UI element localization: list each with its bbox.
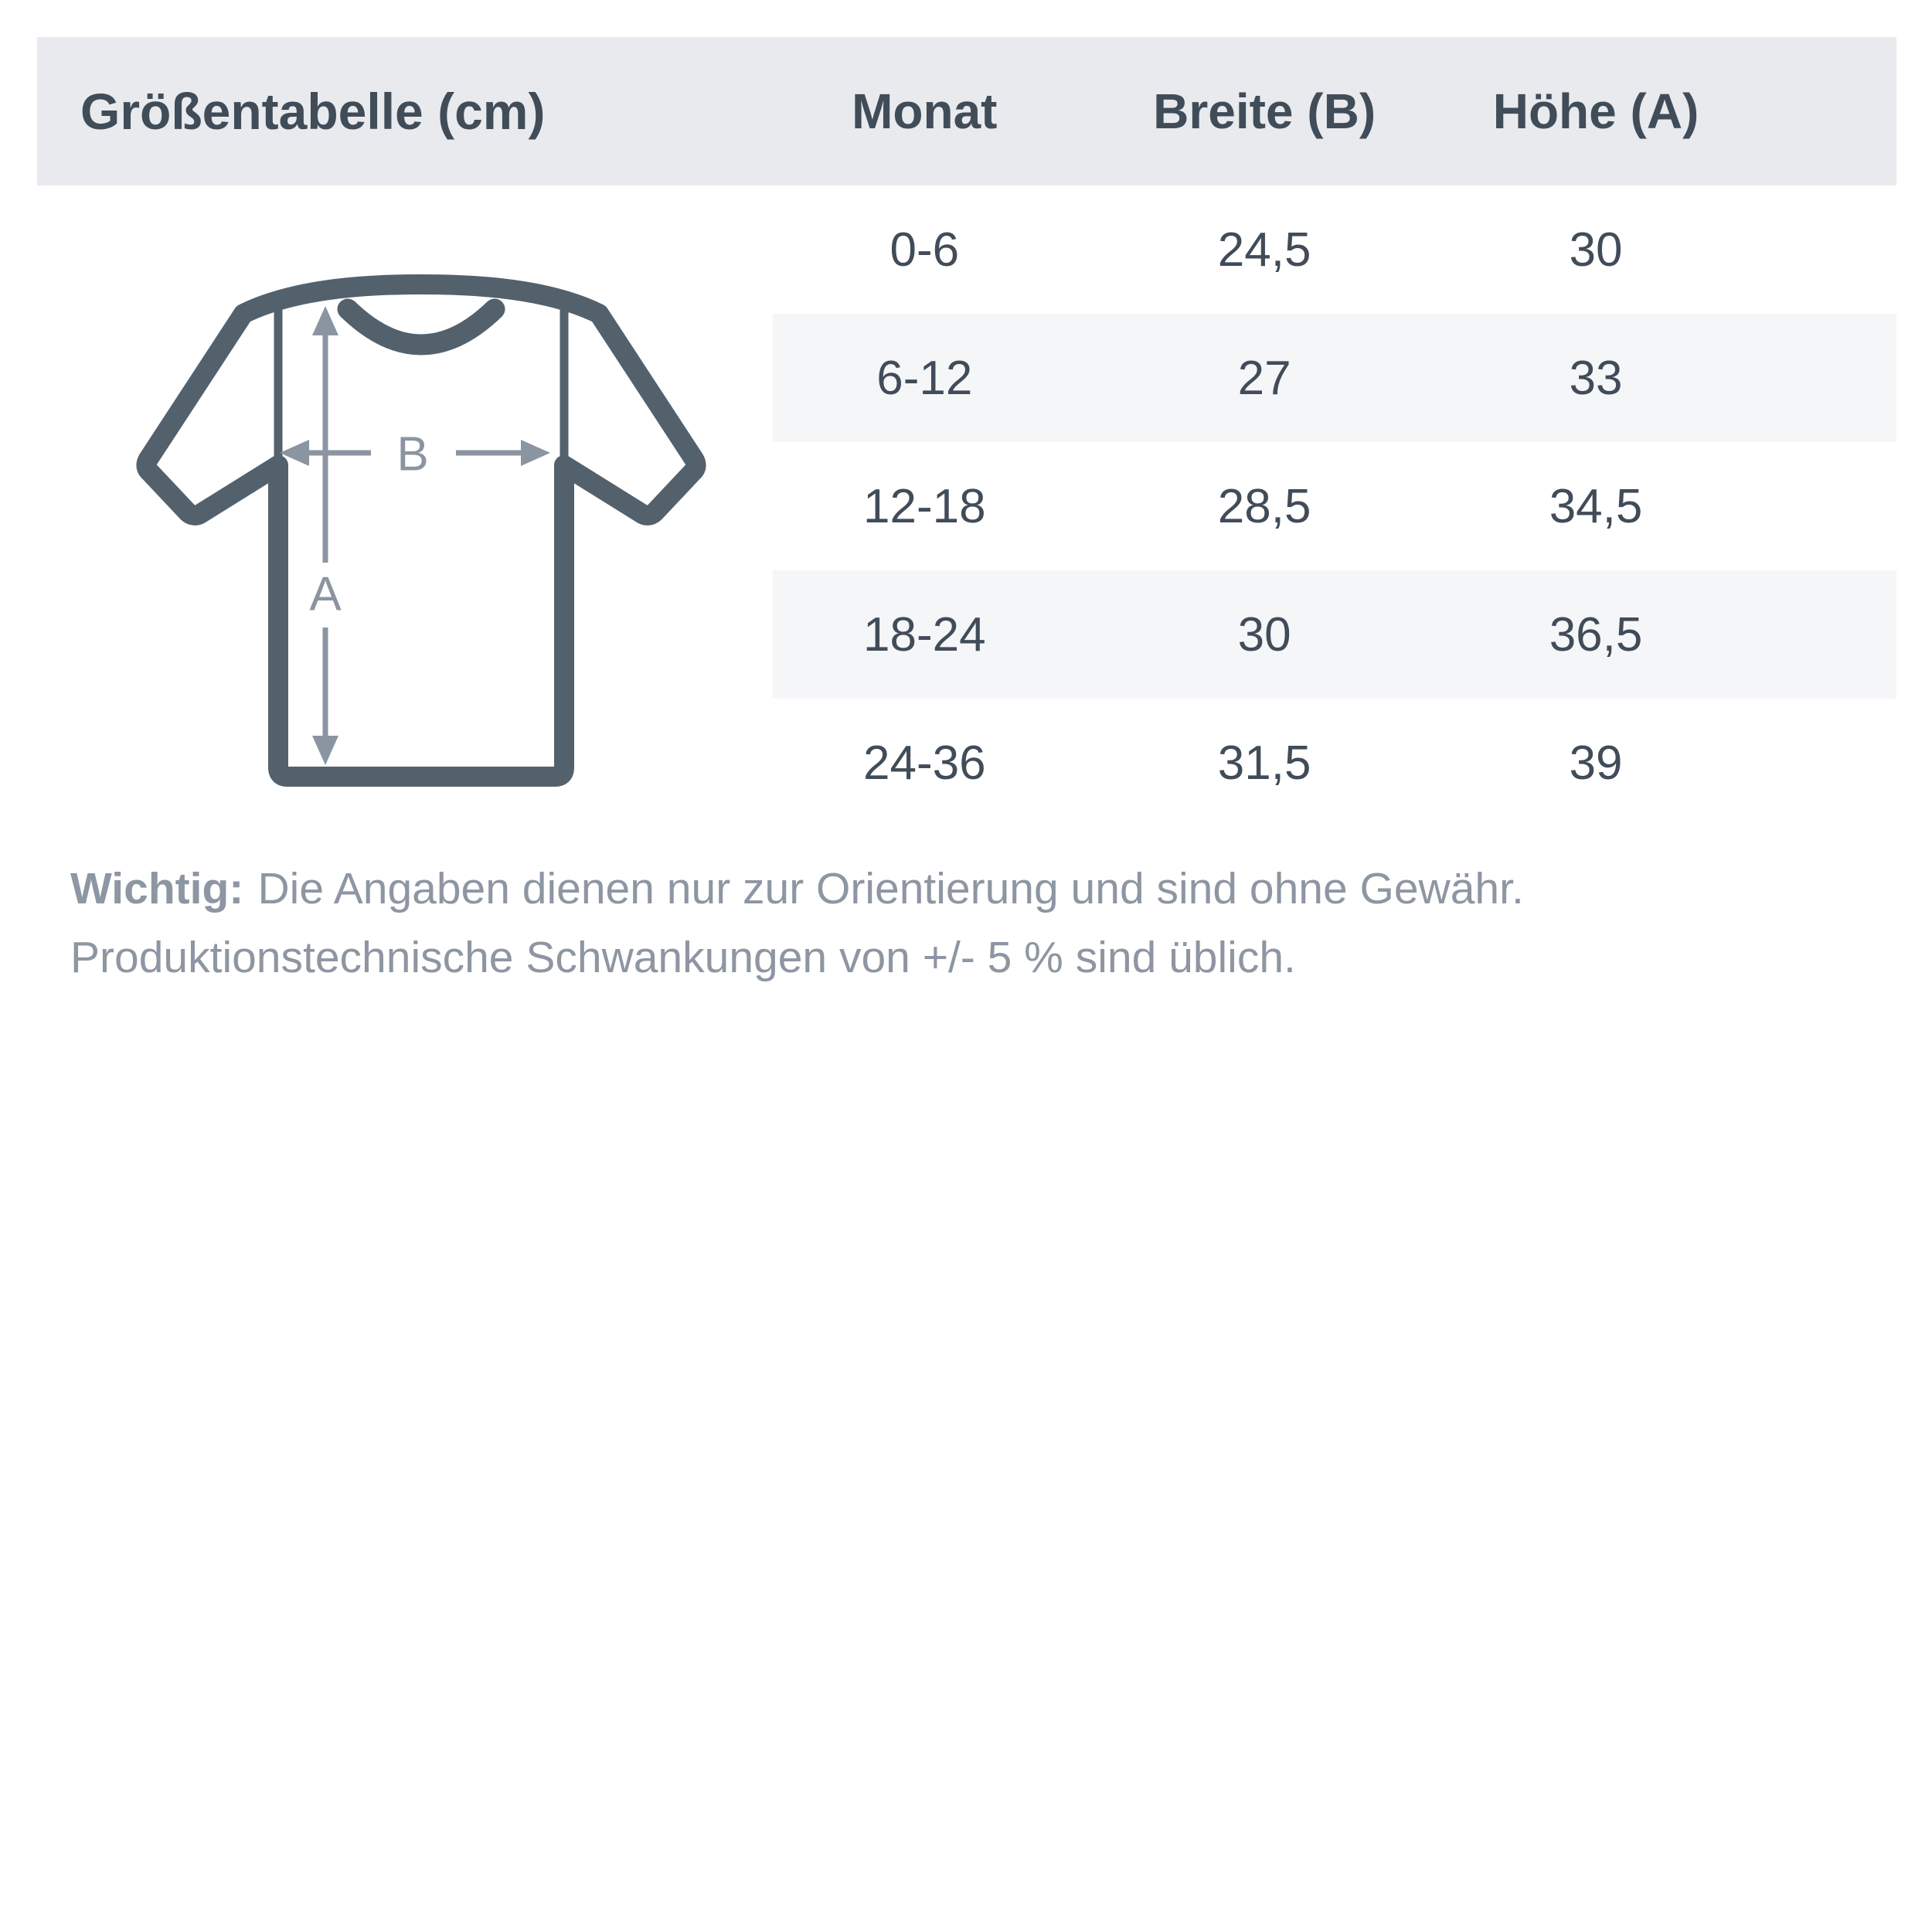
table-row: [773, 314, 1896, 442]
cell-monat: 12-18: [863, 479, 986, 533]
cell-hoehe: 36,5: [1549, 607, 1643, 662]
cell-breite: 30: [1237, 607, 1291, 662]
tshirt-measurement-diagram: [116, 263, 719, 804]
table-row: [773, 442, 1896, 570]
cell-monat: 0-6: [889, 223, 960, 277]
disclaimer-bold-label: Wichtig:: [70, 864, 244, 913]
cell-hoehe: 30: [1569, 223, 1623, 277]
table-row: [773, 570, 1896, 699]
table-row: [773, 185, 1896, 314]
cell-monat: 6-12: [876, 351, 973, 405]
cell-monat: 18-24: [863, 607, 986, 662]
cell-hoehe: 33: [1569, 351, 1623, 405]
column-header-monat: Monat: [852, 83, 998, 139]
cell-breite: 24,5: [1217, 223, 1311, 277]
cell-breite: 28,5: [1217, 479, 1311, 533]
column-header-hoehe: Höhe (A): [1492, 83, 1699, 139]
height-arrow-label: A: [309, 567, 342, 621]
table-header-bar: [37, 37, 1896, 185]
cell-hoehe: 34,5: [1549, 479, 1643, 533]
disclaimer-line2: Produktionstechnische Schwankungen von +/- 5 % sind üblich.: [70, 933, 1296, 982]
cell-breite: 31,5: [1217, 736, 1311, 790]
disclaimer-note: [70, 855, 1879, 992]
column-headers: [773, 37, 1896, 185]
cell-hoehe: 39: [1569, 736, 1623, 790]
cell-monat: 24-36: [863, 736, 986, 790]
cell-breite: 27: [1237, 351, 1291, 405]
table-row: [773, 699, 1896, 827]
disclaimer-line1: Die Angaben dienen nur zur Orientierung und sind ohne Gewähr.: [257, 864, 1524, 913]
size-table: [773, 185, 1896, 827]
tshirt-icon: [146, 284, 696, 777]
width-arrow-label: B: [396, 427, 429, 481]
chart-title: Größentabelle (cm): [80, 83, 546, 140]
column-header-breite: Breite (B): [1153, 83, 1376, 139]
